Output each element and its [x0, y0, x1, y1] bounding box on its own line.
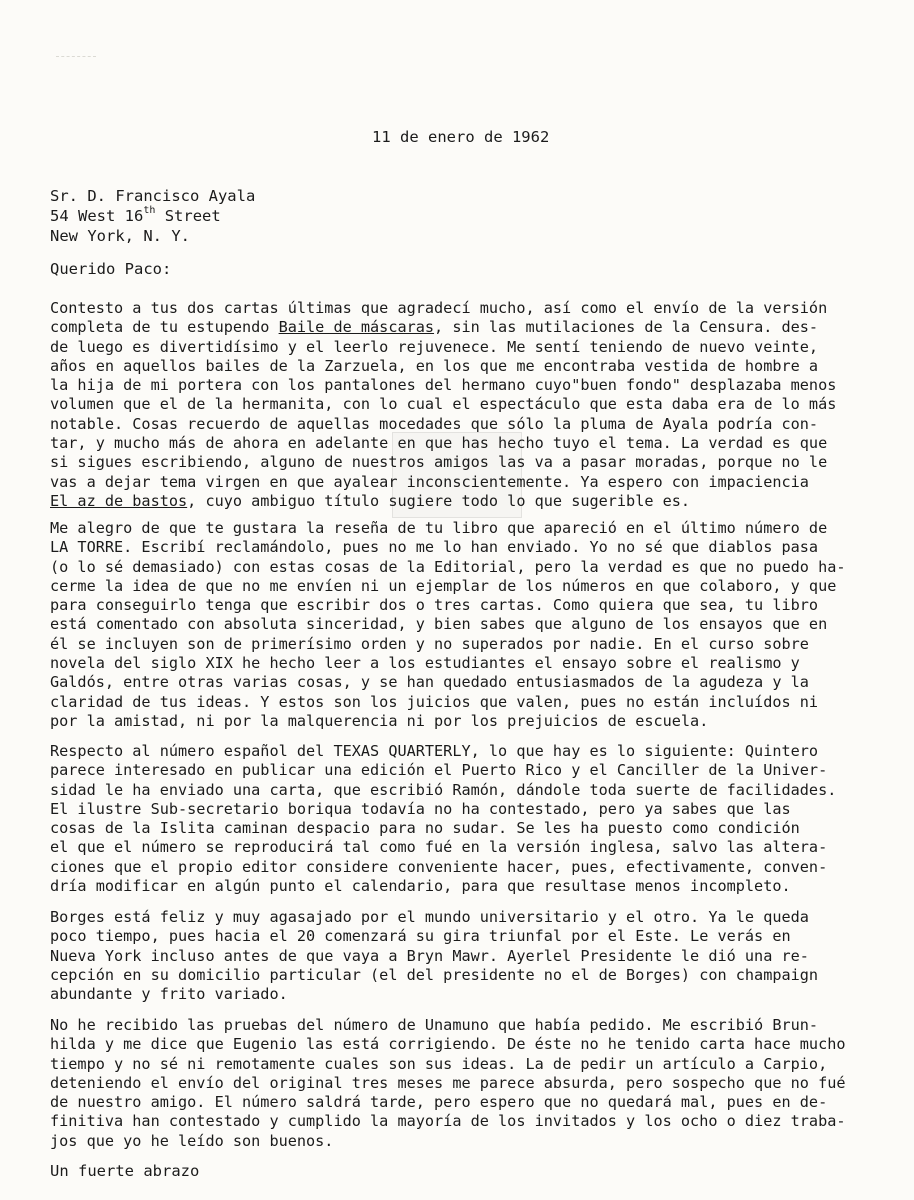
paragraph-5	[50, 1016, 870, 1151]
line: cosas de la Islita caminan despacio para no sudar. Se les ha puesto como condición	[50, 819, 800, 838]
paragraph-1	[50, 299, 870, 511]
line: está comentado con absoluta sinceridad, y bien sabes que alguno de los ensayos que en	[50, 615, 828, 634]
line: dría modificar en algún punto el calendario, para que resultase menos incompleto.	[50, 877, 791, 896]
greeting: Querido Paco:	[50, 260, 172, 278]
line: finitiva han contestado y cumplido la mayoría de los invitados y los ocho o diez traba-	[50, 1112, 846, 1131]
line: por la amistad, ni por la malquerencia ni por los prejuicios de escuela.	[50, 711, 709, 730]
line: jos que yo he leído son buenos.	[50, 1131, 334, 1150]
line: años en aquellos bailes de la Zarzuela, en los que me encontraba vestida de hombre a	[50, 356, 819, 375]
paragraph-4	[50, 908, 870, 1004]
line: tar, y mucho más de ahora en adelante en que has hecho tuyo el tema. La verdad es que	[50, 434, 828, 453]
recipient-city: New York, N. Y.	[50, 227, 190, 245]
line: No he recibido las pruebas del número de Unamuno que había pedido. Me escribió Brun-	[50, 1016, 819, 1034]
line: volumen que el de la hermanita, con lo cual el espectáculo que esta daba era de lo más	[50, 395, 837, 414]
paragraph-3	[50, 742, 870, 896]
line: de nuestro amigo. El número saldrá tarde, pero espero que no quedará mal, pues en de-	[50, 1093, 828, 1112]
line: completa de tu estupendo Baile de máscaras, sin las mutilaciones de la Censura. des-	[50, 318, 819, 337]
underlined-title: El az de bastos	[50, 491, 188, 510]
line: él se incluyen son de primerísimo orden y no superados por nadie. En el curso sobre	[50, 634, 809, 653]
line: poco tiempo, pues hacia el 20 comenzará su gira triunfal por el Este. Le verás en	[50, 927, 791, 946]
closing: Un fuerte abrazo	[50, 1162, 200, 1180]
line: Me alegro de que te gustara la reseña de tu libro que apareció en el último número de	[50, 519, 828, 537]
recipient-address	[50, 186, 255, 246]
line: la hija de mi portera con los pantalones del hermano cuyo"buen fondo" desplazaba menos	[50, 376, 837, 395]
line: LA TORRE. Escribí reclamándolo, pues no me lo han enviado. Yo no sé que diablos pasa	[50, 538, 819, 557]
line: Borges está feliz y muy agasajado por el mundo universitario y el otro. Ya le queda	[50, 908, 809, 926]
line: de luego es divertidísimo y el leerlo rejuvenece. Me sentí teniendo de nuevo veinte,	[50, 337, 819, 356]
line: parece interesado en publicar una edición el Puerto Rico y el Canciller de la Univer-	[50, 761, 828, 780]
line: cerme la idea de que no me envíen ni un ejemplar de los números en que colaboro, y que	[50, 576, 837, 595]
line: hilda y me dice que Eugenio las está corrigiendo. De éste no he tenido carta hace mucho	[50, 1035, 846, 1054]
paragraph-2	[50, 519, 870, 731]
line: Nueva York incluso antes de que vaya a Bryn Mawr. Ayerlel Presidente le dió una re-	[50, 946, 809, 965]
line: abundante y frito variado.	[50, 985, 288, 1004]
line: novela del siglo XIX he hecho leer a los estudiantes el ensayo sobre el realismo y	[50, 654, 800, 673]
line: Contesto a tus dos cartas últimas que agradecí mucho, así como el envío de la versión	[50, 299, 828, 317]
line: claridad de tus ideas. Y estos son los juicios que valen, pues no están incluídos ni	[50, 692, 819, 711]
street-number: 54 West 16	[50, 207, 144, 225]
line: Respecto al número español del TEXAS QUARTERLY, lo que hay es lo siguiente: Quintero	[50, 742, 819, 760]
line: el que el número se reproducirá tal como fué en la versión inglesa, salvo las altera-	[50, 838, 828, 857]
line: El ilustre Sub-secretario boriqua todavía no ha contestado, pero ya sabes que las	[50, 799, 791, 818]
line: para conseguirlo tenga que escribir dos o tres cartas. Como quiera que sea, tu libro	[50, 596, 819, 615]
line: Galdós, entre otras varias cosas, y se han quedado entusiasmados de la agudeza y la	[50, 673, 809, 692]
line: deteniendo el envío del original tres meses me parece absurda, pero sospecho que no fué	[50, 1073, 846, 1092]
street-suffix: th	[143, 205, 156, 216]
recipient-name: Sr. D. Francisco Ayala	[50, 187, 256, 205]
line: sidad le ha enviado una carta, que escribió Ramón, dándole toda suerte de facilidades.	[50, 780, 837, 799]
line: El az de bastos, cuyo ambiguo título sugiere todo lo que sugerible es.	[50, 491, 691, 510]
line: si sigues escribiendo, alguno de nuestros amigos las va a pasar moradas, porque no le	[50, 453, 828, 472]
letter-date: 11 de enero de 1962	[372, 128, 550, 146]
line: (o lo sé demasiado) con estas cosas de la Editorial, pero la verdad es que no puedo ha-	[50, 557, 846, 576]
line: ciones que el propio editor considere conveniente hacer, pues, efectivamente, conven-	[50, 857, 828, 876]
line: vas a dejar tema virgen en que ayalear inconscientemente. Ya espero con impaciencia	[50, 472, 809, 491]
street-name: Street	[155, 207, 221, 225]
scan-mark	[56, 56, 96, 65]
line: tiempo y no sé ni remotamente cuales son sus ideas. La de pedir un artículo a Carpio,	[50, 1054, 828, 1073]
line: notable. Cosas recuerdo de aquellas mocedades que sólo la pluma de Ayala podría con-	[50, 414, 819, 433]
line: cepción en su domicilio particular (el del presidente no el de Borges) con champaign	[50, 965, 819, 984]
recipient-street	[50, 206, 255, 226]
underlined-title: Baile de máscaras	[278, 318, 435, 337]
